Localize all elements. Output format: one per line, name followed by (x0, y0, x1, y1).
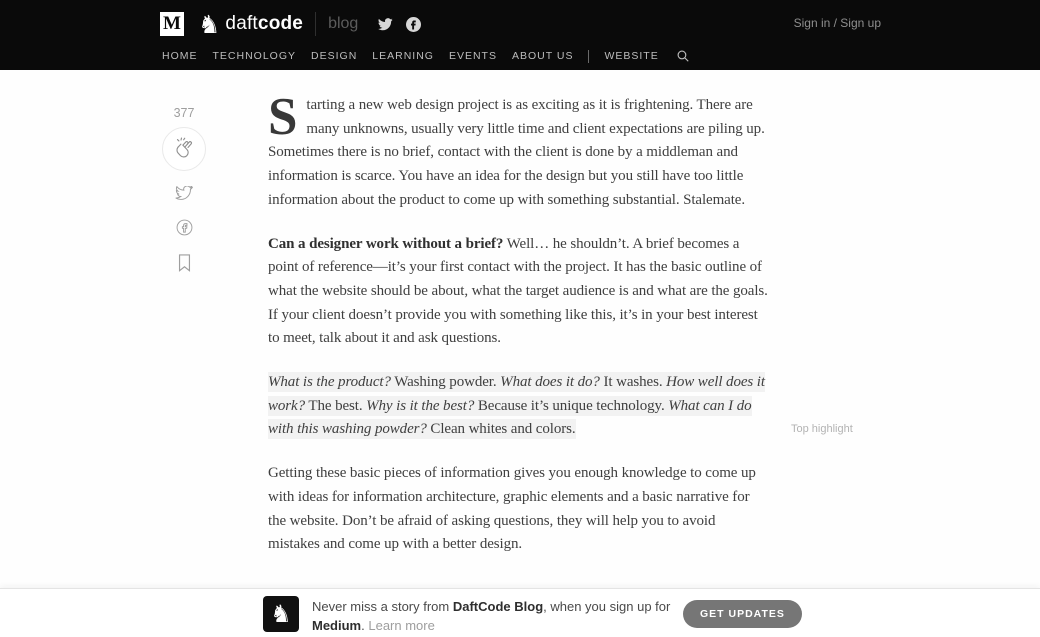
bookmark-icon (177, 254, 192, 275)
facebook-share-icon (176, 219, 193, 239)
highlight-q5: What can I do with this washing powder? (268, 397, 752, 438)
clap-icon (171, 135, 197, 164)
search-icon[interactable] (676, 49, 690, 63)
brand-divider (315, 12, 316, 36)
nav-item-about-us[interactable]: ABOUT US (511, 50, 574, 62)
highlight-q1: What is the product? (268, 374, 391, 391)
top-highlight-label: Top highlight (791, 423, 853, 435)
paragraph-brief (268, 233, 770, 352)
top-header (0, 0, 1040, 70)
main-nav (162, 49, 690, 63)
highlighted-text (268, 372, 765, 439)
highlight-a3: The best. (305, 397, 367, 414)
blog-label[interactable]: blog (328, 15, 359, 32)
action-rail (161, 106, 207, 275)
nav-item-website[interactable]: WEBSITE (604, 50, 659, 62)
facebook-icon[interactable] (406, 17, 421, 32)
twitter-icon[interactable] (378, 18, 393, 31)
paragraph-highlighted (268, 371, 770, 442)
medium-logo[interactable]: M (160, 12, 184, 36)
subscribe-message (312, 597, 690, 635)
nav-item-events[interactable]: EVENTS (448, 50, 497, 62)
highlight-a4: Because it’s unique technology. (474, 397, 669, 414)
highlight-q3: How well does it work? (268, 374, 765, 414)
nav-item-home[interactable]: HOME (162, 50, 198, 62)
paragraph-closing: Getting these basic pieces of information gives you enough knowledge to come up with ideas for information architecture, graphic elements and a basic narrative for the website. Don’t be afraid of asking questions, they will help you to avoid mistakes and come up with a better design. (268, 465, 756, 553)
facebook-share-button[interactable] (176, 219, 193, 239)
wordmark-bold: code (257, 13, 304, 34)
highlight-q2: What does it do? (500, 374, 600, 391)
learn-more-link[interactable]: Learn more (368, 618, 435, 633)
clap-button[interactable] (162, 127, 206, 171)
daftcode-footer-horse-icon: ♞ (270, 600, 292, 628)
drop-cap: S (268, 88, 298, 146)
paragraph-intro-text: tarting a new web design project is as exciting as it is frightening. There are many unknowns, usually very little time and client expectations are piling up. Sometimes there is no brief, contact with the client is done by a middleman and information is scarce. You have an idea for the design but you still have too little information about the product to come up with something substantial. Stalemate. (268, 97, 765, 208)
daftcode-footer-logo[interactable] (263, 596, 299, 632)
paragraph-brief-lead: Can a designer work without a brief? (268, 235, 504, 252)
twitter-share-button[interactable] (175, 186, 193, 204)
paragraph-intro (268, 88, 770, 213)
highlight-a5: Clean whites and colors. (426, 421, 576, 438)
highlight-a1: Washing powder. (390, 374, 501, 391)
nav-item-technology[interactable]: TECHNOLOGY (212, 50, 297, 62)
subscribe-bar (0, 588, 1040, 637)
brand-row (160, 11, 421, 37)
nav-divider (588, 50, 589, 63)
nav-item-design[interactable]: DESIGN (311, 50, 358, 62)
nav-item-learning[interactable]: LEARNING (372, 50, 434, 62)
subscribe-medium: Medium (312, 618, 362, 633)
subscribe-brand: DaftCode Blog (452, 599, 544, 614)
daftcode-wordmark[interactable] (225, 13, 303, 35)
subscribe-text-3: . (361, 618, 369, 633)
article-body (268, 88, 770, 557)
twitter-share-icon (175, 186, 193, 204)
wordmark-light: daft (225, 13, 258, 34)
subscribe-text-1: Never miss a story from (312, 599, 453, 614)
clap-count: 377 (173, 106, 195, 120)
sign-in-sign-up-link[interactable]: Sign in / Sign up (793, 16, 881, 30)
subscribe-text-2: , when you sign up for (543, 599, 671, 614)
bookmark-button[interactable] (177, 254, 192, 275)
highlight-a2: It washes. (599, 374, 667, 391)
daftcode-horse-icon[interactable]: ♞ (198, 9, 221, 39)
paragraph-brief-text: Well… he shouldn’t. A brief becomes a point of reference—it’s your first contact with the project. It has the basic outline of what the website should be about, what the target audience is and what are the goals. If your client doesn’t provide you with something like this, it’s in your best interest to meet, talk about it and ask questions. (268, 235, 768, 347)
highlight-q4: Why is it the best? (366, 397, 475, 414)
get-updates-button[interactable]: GET UPDATES (683, 600, 802, 628)
